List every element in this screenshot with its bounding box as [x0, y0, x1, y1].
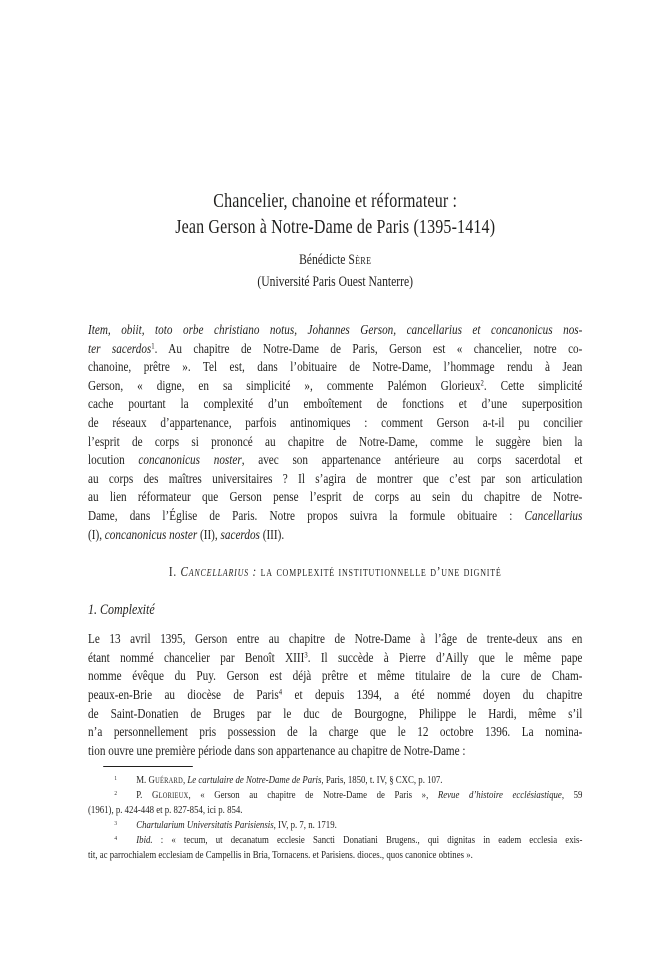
text-line	[88, 508, 582, 527]
text-segment: Cancellarius :	[180, 565, 258, 581]
text-segment: Cancellarius	[524, 508, 583, 524]
text-line	[88, 668, 582, 687]
text-line	[88, 631, 582, 650]
text-segment: 3	[304, 650, 308, 660]
text-line	[88, 724, 582, 743]
intro-paragraph	[88, 322, 582, 545]
text-segment: Guérard	[148, 774, 183, 787]
text-segment: de réseaux d’appartenance, parfois antinomiques : comment Gerson a-t-il pu concilier	[88, 415, 583, 431]
text-segment: (1961), p. 424-448 et p. 827-854, ici p. 854.	[88, 804, 243, 817]
footnote-line	[88, 833, 582, 848]
text-segment: (II),	[197, 527, 221, 543]
text-segment: , IV, p. 7, n. 1719.	[273, 819, 337, 832]
text-segment: Item, obiit, toto orbe christiano notus, Johannes Gerson, cancellarius et concanonicus nos-	[88, 323, 583, 338]
text-line	[88, 452, 582, 471]
footnote-line	[88, 848, 582, 863]
text-segment: Sère	[348, 252, 372, 268]
footnote-number: 4	[114, 834, 118, 842]
text-line	[88, 687, 582, 706]
text-segment: . Cette simplicité	[483, 378, 583, 394]
text-segment: Bénédicte	[299, 252, 349, 268]
text-segment: , Paris, 1850, t. IV, § CXC, p. 107.	[321, 774, 443, 787]
text-segment: au lien réformateur que Gerson pense l’esprit de corps au sein du chapitre de Notre-	[88, 490, 583, 506]
text-segment: Dame, dans l’Église de Paris. Notre propos suivra la formule obituaire :	[88, 508, 525, 524]
text-segment: ter sacerdos	[88, 341, 152, 357]
text-segment: tit, ac parrochialem ecclesiam de Campellis in Bria, Tornacens. et Parisiens. dioces., quos canonice obtines ».	[88, 849, 473, 862]
text-segment: Ibid.	[136, 834, 153, 847]
text-line	[88, 434, 582, 453]
text-segment: (I),	[88, 527, 105, 543]
text-segment: de Saint-Donatien de Bruges par le duc de Bourgogne, Philippe le Hardi, même s’il	[88, 706, 583, 722]
text-segment: Gerson, « digne, en sa simplicité », commente Palémon Glorieux	[88, 378, 481, 394]
footnote-number: 1	[114, 774, 118, 782]
text-line	[88, 378, 582, 397]
text-segment: Le cartulaire de Notre-Dame de Paris	[187, 774, 322, 787]
article-title-line-2: Jean Gerson à Notre-Dame de Paris (1395-1414)	[175, 216, 496, 238]
text-segment: . Au chapitre de Notre-Dame de Paris, Gerson est « chancelier, notre co-	[154, 341, 583, 357]
text-segment: concanonicus noster	[138, 453, 242, 469]
text-segment: 2	[480, 378, 484, 388]
text-segment: la complexité institutionnelle d’une dignité	[257, 565, 502, 581]
text-line	[88, 322, 582, 341]
footnote-separator-rule	[103, 766, 193, 767]
text-line	[88, 359, 582, 378]
text-segment: M.	[136, 774, 149, 787]
text-segment: n’a personnellement pris possession de la charge que le 12 octobre 1396. La nomina-	[88, 725, 583, 741]
text-segment: , 59	[561, 789, 583, 802]
text-segment: sacerdos	[220, 527, 260, 543]
text-segment: P.	[136, 789, 152, 802]
text-segment: tion ouvre une première période dans son appartenance au chapitre de Notre-Dame :	[88, 743, 466, 759]
text-segment: cache pourtant la complexité d’un emboîtement de fonctions et d’une superposition	[88, 397, 583, 413]
text-segment: Revue d’histoire ecclésiastique	[437, 789, 562, 802]
text-line	[88, 471, 582, 490]
text-line	[88, 341, 582, 360]
text-segment: , « Gerson au chapitre de Notre-Dame de Paris »,	[188, 789, 438, 802]
text-line	[88, 650, 582, 669]
text-line	[88, 396, 582, 415]
footnote-line	[88, 773, 582, 788]
text-segment: l’esprit de corps si prononcé au chapitre de Notre-Dame, comme le suggère bien la	[88, 434, 583, 450]
author-affiliation: (Université Paris Ouest Nanterre)	[257, 274, 413, 290]
text-segment: locution	[88, 453, 139, 469]
text-segment: concanonicus noster	[104, 527, 198, 543]
text-line	[88, 415, 582, 434]
text-segment: I.	[168, 565, 181, 581]
text-segment: ,	[182, 774, 188, 787]
text-segment: . Il succède à Pierre d’Ailly que le même pape	[307, 650, 583, 666]
section-heading	[88, 564, 582, 582]
text-segment: , avec son appartenance antérieure au corps sacerdotal et	[241, 453, 583, 469]
text-column	[88, 0, 582, 863]
text-segment: : « tecum, ut decanatum ecclesie Sancti Donatiani Brugens., qui dignitas in eadem ecclesia exis-	[152, 834, 583, 847]
text-line	[88, 489, 582, 508]
footnote-line	[88, 818, 582, 833]
text-segment: peaux-en-Brie au diocèse de Paris	[88, 687, 279, 703]
text-segment: nomme évêque du Puy. Gerson est déjà prêtre et même titulaire de la cure de Cham-	[88, 669, 583, 685]
article-title	[88, 188, 582, 240]
text-segment: et depuis 1394, a été nommé doyen du chapitre	[282, 687, 583, 703]
text-line	[88, 527, 582, 546]
author-name	[88, 251, 582, 269]
text-segment: 4	[278, 687, 283, 697]
footnote-line	[88, 788, 582, 803]
text-segment: (III).	[259, 527, 285, 543]
subsection-heading: 1. Complexité	[88, 602, 155, 619]
text-segment: Glorieux	[151, 789, 189, 802]
article-title-line-1: Chancelier, chanoine et réformateur :	[213, 190, 458, 212]
footnotes-list	[88, 773, 582, 863]
text-segment: chanoine, prêtre ». Tel est, dans l’obituaire de Notre-Dame, l’hommage rendu à Jean	[88, 360, 583, 376]
text-segment: Le 13 avril 1395, Gerson entre au chapitre de Notre-Dame à l’âge de trente-deux ans en	[88, 632, 583, 648]
text-line	[88, 706, 582, 725]
footnote-line	[88, 803, 582, 818]
text-segment: 1	[151, 340, 155, 350]
body-paragraph	[88, 631, 582, 761]
text-line	[88, 743, 582, 762]
footnote-number: 2	[114, 789, 118, 797]
text-segment: au corps des maîtres universitaires ? Il s’agira de montrer que c’est par son articulation	[88, 471, 583, 487]
footnote-number: 3	[114, 819, 118, 827]
text-segment: Chartularium Universitatis Parisiensis	[136, 819, 274, 832]
text-segment: étant nommé chancelier par Benoît XIII	[88, 650, 305, 666]
